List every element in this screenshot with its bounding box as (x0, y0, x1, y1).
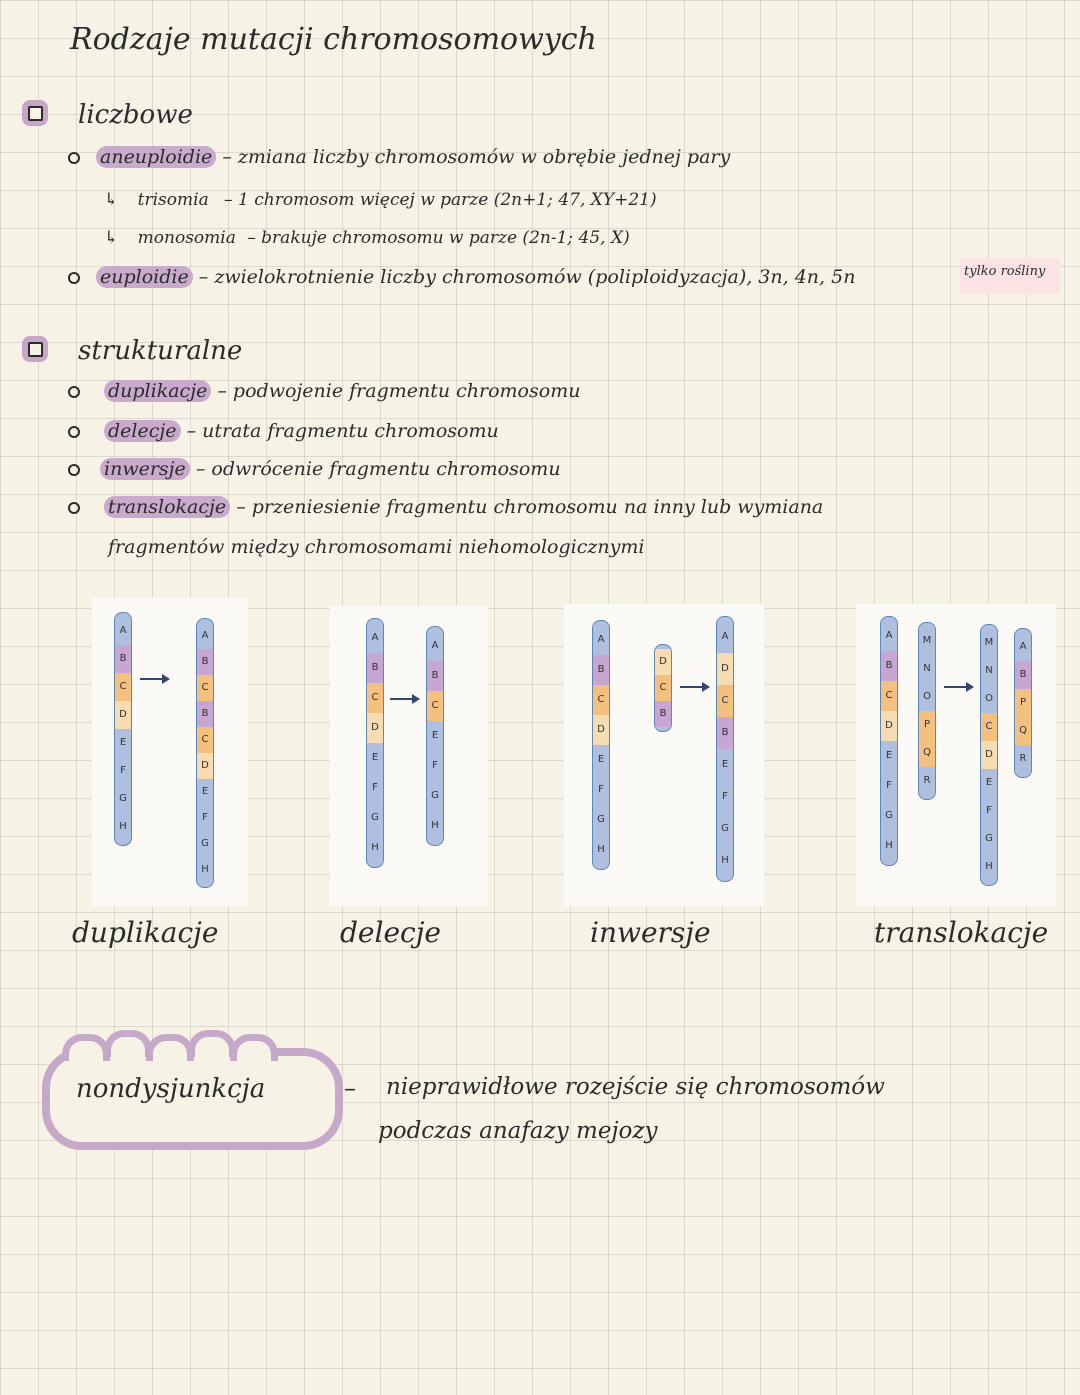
note-plants: tylko rośliny (964, 264, 1046, 279)
chromosome-segment: C (593, 685, 609, 715)
chromosome-segment: M (981, 629, 997, 657)
chromosome-segment: C (197, 727, 213, 753)
chromosome-segment: D (881, 711, 897, 741)
arrow-icon (944, 686, 968, 688)
chromosome-segment: F (367, 773, 383, 803)
chromosome-segment: F (981, 797, 997, 825)
chromosome-original (592, 620, 610, 870)
figure-inwersje (564, 604, 764, 906)
chromosome-segment: C (197, 675, 213, 701)
chromosome-segment: G (197, 831, 213, 857)
item-monosomia (104, 228, 630, 248)
chromosome-segment: B (115, 645, 131, 673)
section-heading-numeric: liczbowe (78, 100, 193, 130)
translokacje-continuation: fragmentów między chromosomami niehomologicznymi (108, 536, 645, 558)
caption-inwersje: inwersje (590, 916, 711, 949)
item-euploidie (96, 266, 855, 288)
caption-translokacje: translokacje (874, 916, 1049, 949)
checkbox-structural[interactable] (22, 336, 48, 362)
nondysjunkcja-line2: podczas anafazy mejozy (378, 1118, 658, 1144)
bullet-duplikacje (68, 386, 80, 398)
desc-euploidie: – zwielokrotnienie liczby chromosomów (poliploidyzacja), 3n, 4n, 5n (198, 266, 856, 288)
item-translokacje (104, 496, 823, 518)
chromosome-segment: D (367, 713, 383, 743)
arrow-icon (140, 678, 164, 680)
chromosome-segment: H (881, 831, 897, 861)
chromosome-segment: Q (1015, 717, 1031, 745)
chromosome-segment: F (593, 775, 609, 805)
chromosome-segment: F (197, 805, 213, 831)
term-euploidie: euploidie (96, 266, 193, 288)
nondysjunkcja-line1: nieprawidłowe rozejście się chromosomów (386, 1074, 885, 1100)
chromosome-segment: H (427, 811, 443, 841)
chromosome-segment: A (1015, 633, 1031, 661)
chromosome-segment: O (919, 683, 935, 711)
chromosome-mutated (196, 618, 214, 888)
chromosome-segment: C (367, 683, 383, 713)
chromosome-segment: N (981, 657, 997, 685)
chromosome-segment: D (115, 701, 131, 729)
chromosome-segment: A (427, 631, 443, 661)
chromosome-segment: A (881, 621, 897, 651)
chromosome-segment: E (881, 741, 897, 771)
chromosome-segment: N (919, 655, 935, 683)
item-trisomia (104, 190, 657, 210)
chromosome-segment: E (197, 779, 213, 805)
chromosome-segment: C (881, 681, 897, 711)
chromosome-segment: F (881, 771, 897, 801)
chromosome-segment: G (367, 803, 383, 833)
chromosome-segment: H (367, 833, 383, 863)
chromosome-segment: B (593, 655, 609, 685)
chromosome-segment: G (881, 801, 897, 831)
chromosome-segment: B (367, 653, 383, 683)
chromosome-mutated-2 (1014, 628, 1032, 778)
chromosome-original-1 (880, 616, 898, 866)
figure-delecje (330, 606, 488, 906)
chromosome-segment: A (115, 617, 131, 645)
chromosome-segment: C (655, 675, 671, 701)
bullet-aneuploidie (68, 152, 80, 164)
desc-aneuploidie: – zmiana liczby chromosomów w obrębie jednej pary (222, 146, 731, 168)
arrow-icon: ↳ (104, 228, 119, 248)
chromosome-segment: D (593, 715, 609, 745)
term-inwersje: inwersje (100, 458, 190, 480)
dash: – (344, 1074, 356, 1102)
chromosome-segment: P (1015, 689, 1031, 717)
chromosome-segment: G (427, 781, 443, 811)
caption-delecje: delecje (340, 916, 441, 949)
chromosome-segment: R (1015, 745, 1031, 773)
arrow-icon (390, 698, 414, 700)
chromosome-segment: M (919, 627, 935, 655)
chromosome-segment: E (427, 721, 443, 751)
chromosome-original (114, 612, 132, 846)
page-title: Rodzaje mutacji chromosomowych (70, 22, 597, 57)
chromosome-segment: H (981, 853, 997, 881)
bullet-euploidie (68, 272, 80, 284)
chromosome-segment: H (115, 813, 131, 841)
chromosome-segment: B (881, 651, 897, 681)
chromosome-original (366, 618, 384, 868)
chromosome-segment: C (717, 685, 733, 717)
chromosome-segment: H (717, 845, 733, 877)
chromosome-segment: P (919, 711, 935, 739)
desc-trisomia: – 1 chromosom więcej w parze (2n+1; 47, XY+21) (224, 190, 657, 210)
term-translokacje: translokacje (104, 496, 230, 518)
arrow-icon (680, 686, 704, 688)
chromosome-segment: G (115, 785, 131, 813)
bullet-delecje (68, 426, 80, 438)
figure-translokacje (856, 604, 1056, 906)
section-heading-structural: strukturalne (78, 336, 243, 366)
chromosome-segment: C (981, 713, 997, 741)
chromosome-segment: B (717, 717, 733, 749)
chromosome-mutated (426, 626, 444, 846)
chromosome-segment: G (981, 825, 997, 853)
chromosome-segment: F (717, 781, 733, 813)
chromosome-segment: B (427, 661, 443, 691)
term-duplikacje: duplikacje (104, 380, 211, 402)
chromosome-segment: R (919, 767, 935, 795)
chromosome-segment: C (115, 673, 131, 701)
chromosome-fragment (654, 644, 672, 732)
chromosome-mutated (716, 616, 734, 882)
chromosome-segment: E (717, 749, 733, 781)
chromosome-segment: H (593, 835, 609, 865)
chromosome-segment: B (1015, 661, 1031, 689)
chromosome-segment: Q (919, 739, 935, 767)
chromosome-segment: D (981, 741, 997, 769)
chromosome-segment: G (593, 805, 609, 835)
chromosome-mutated-1 (980, 624, 998, 886)
chromosome-segment: C (427, 691, 443, 721)
chromosome-segment: D (717, 653, 733, 685)
figure-duplikacje (92, 598, 248, 906)
chromosome-segment: D (197, 753, 213, 779)
chromosome-segment: A (593, 625, 609, 655)
chromosome-segment: G (717, 813, 733, 845)
arrow-icon: ↳ (104, 190, 119, 210)
chromosome-segment: O (981, 685, 997, 713)
checkbox-numeric[interactable] (22, 100, 48, 126)
chromosome-segment: E (593, 745, 609, 775)
term-monosomia: monosomia (137, 228, 236, 248)
bullet-translokacje (68, 502, 80, 514)
desc-translokacje: – przeniesienie fragmentu chromosomu na inny lub wymiana (236, 496, 824, 518)
chromosome-segment: A (717, 621, 733, 653)
item-aneuploidie (96, 146, 730, 168)
item-delecje (104, 420, 499, 442)
item-inwersje (100, 458, 561, 480)
term-nondysjunkcja: nondysjunkcja (76, 1074, 266, 1104)
term-aneuploidie: aneuploidie (96, 146, 216, 168)
chromosome-segment: A (197, 623, 213, 649)
desc-delecje: – utrata fragmentu chromosomu (186, 420, 499, 442)
desc-inwersje: – odwrócenie fragmentu chromosomu (195, 458, 561, 480)
item-duplikacje (104, 380, 580, 402)
chromosome-original-2 (918, 622, 936, 800)
chromosome-segment: E (367, 743, 383, 773)
chromosome-segment: H (197, 857, 213, 883)
term-delecje: delecje (104, 420, 181, 442)
term-trisomia: trisomia (137, 190, 209, 210)
desc-monosomia: – brakuje chromosomu w parze (2n-1; 45, X) (247, 228, 630, 248)
chromosome-segment: E (981, 769, 997, 797)
chromosome-segment: F (427, 751, 443, 781)
bullet-inwersje (68, 464, 80, 476)
chromosome-segment: F (115, 757, 131, 785)
chromosome-segment: A (367, 623, 383, 653)
chromosome-segment: E (115, 729, 131, 757)
chromosome-segment: D (655, 649, 671, 675)
caption-duplikacje: duplikacje (72, 916, 219, 949)
chromosome-segment: B (655, 701, 671, 727)
chromosome-segment: B (197, 701, 213, 727)
desc-duplikacje: – podwojenie fragmentu chromosomu (217, 380, 581, 402)
chromosome-segment: B (197, 649, 213, 675)
